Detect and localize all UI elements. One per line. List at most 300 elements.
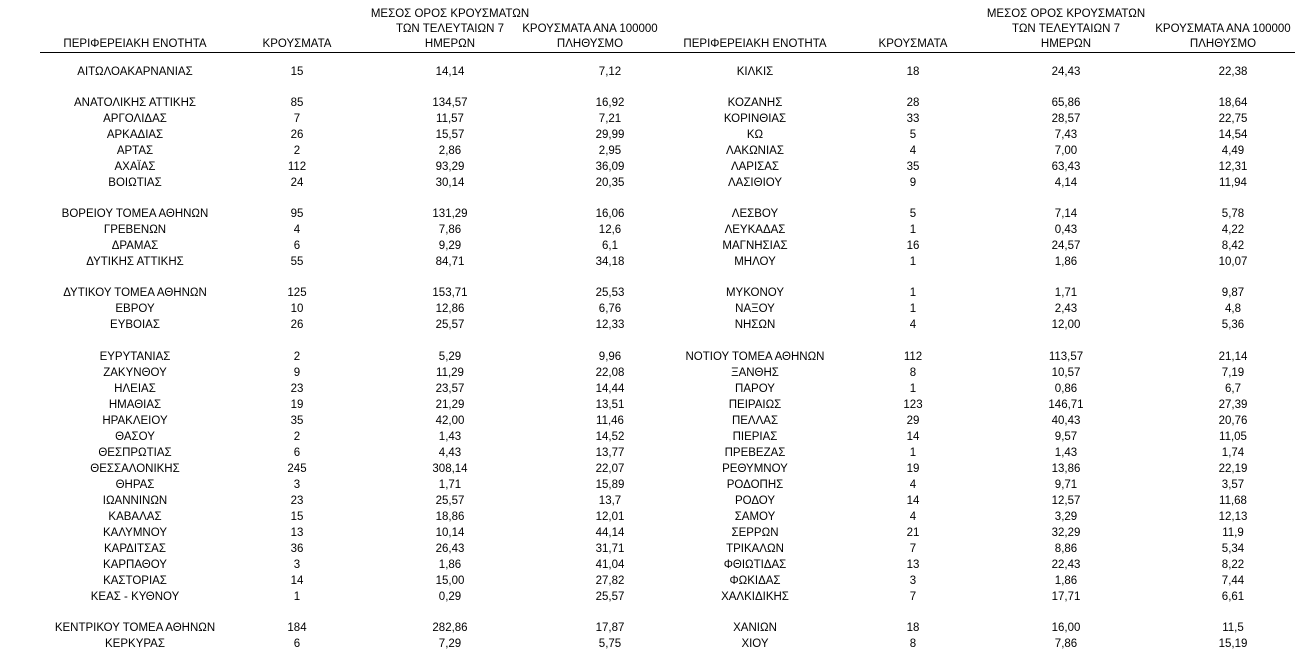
region-cell: ΚΑΣΤΟΡΙΑΣ [103, 575, 167, 587]
cases-cell: 35 [906, 161, 920, 173]
avg7-cell: 8,86 [1054, 543, 1078, 555]
per100k-cell: 7,19 [1221, 367, 1245, 379]
avg7-cell: 1,71 [1054, 287, 1078, 299]
per100k-cell: 13,51 [595, 399, 625, 411]
table-row [0, 557, 680, 573]
cases-cell: 9 [293, 367, 301, 379]
per100k-cell: 6,61 [1221, 591, 1245, 603]
avg7-cell: 2,86 [438, 145, 462, 157]
cases-cell: 9 [909, 177, 917, 189]
per100k-cell: 5,36 [1221, 319, 1245, 331]
cases-cell: 15 [290, 511, 304, 523]
region-cell: ΚΑΒΑΛΑΣ [108, 511, 162, 523]
avg7-cell: 23,57 [435, 383, 465, 395]
table-row [680, 238, 1307, 254]
cases-cell: 18 [906, 66, 920, 78]
avg7-cell: 9,57 [1054, 431, 1078, 443]
region-cell: ΘΕΣΣΑΛΟΝΙΚΗΣ [90, 463, 180, 475]
table-row [680, 365, 1307, 381]
region-cell: ΖΑΚΥΝΘΟΥ [103, 367, 167, 379]
region-cell: ΔΥΤΙΚΟΥ ΤΟΜΕΑ ΑΘΗΝΩΝ [63, 287, 207, 299]
avg7-cell: 2,43 [1054, 303, 1078, 315]
region-cell: ΑΧΑΪΑΣ [114, 161, 156, 173]
per100k-cell: 11,46 [596, 415, 624, 427]
table-row [680, 589, 1307, 605]
cases-cell: 8 [909, 638, 917, 650]
table-row [680, 127, 1307, 143]
region-cell: ΑΝΑΤΟΛΙΚΗΣ ΑΤΤΙΚΗΣ [73, 97, 196, 109]
cases-cell: 85 [290, 97, 304, 109]
region-cell: ΚΟΡΙΝΘΙΑΣ [723, 113, 787, 125]
table-row [0, 413, 680, 429]
table-row [680, 573, 1307, 589]
table-row [680, 509, 1307, 525]
table-row [680, 222, 1307, 238]
cases-cell: 4 [909, 319, 917, 331]
region-cell: ΔΡΑΜΑΣ [111, 240, 159, 252]
region-cell: ΑΡΓΟΛΙΔΑΣ [103, 113, 167, 125]
avg7-cell: 25,57 [435, 495, 465, 507]
region-cell: ΒΟΡΕΙΟΥ ΤΟΜΕΑ ΑΘΗΝΩΝ [61, 208, 209, 220]
per100k-cell: 27,82 [595, 575, 625, 587]
table-row [0, 64, 680, 80]
avg7-cell: 4,43 [438, 447, 462, 459]
cases-cell: 36 [290, 543, 304, 555]
per100k-cell: 21,14 [1218, 351, 1248, 363]
per100k-cell: 10,07 [1218, 256, 1248, 268]
per100k-cell: 13,7 [598, 495, 622, 507]
cases-cell: 16 [906, 240, 920, 252]
cases-cell: 3 [909, 575, 917, 587]
avg7-cell: 7,86 [438, 224, 462, 236]
table-row [0, 461, 680, 477]
per100k-cell: 8,42 [1221, 240, 1245, 252]
table-row [0, 397, 680, 413]
avg7-cell: 22,43 [1051, 559, 1081, 571]
table-row [680, 285, 1307, 301]
avg7-cell: 308,14 [432, 463, 468, 475]
per100k-cell: 22,38 [1218, 66, 1248, 78]
avg7-cell: 11,57 [436, 113, 464, 125]
per100k-cell: 4,8 [1225, 303, 1241, 315]
region-cell: ΕΥΒΟΙΑΣ [110, 319, 160, 331]
table-row [680, 349, 1307, 365]
header-avg7-line2: ΤΩΝ ΤΕΛΕΥΤΑΙΩΝ 7 [396, 23, 504, 35]
table-row [0, 636, 680, 652]
table-row [0, 111, 680, 127]
per100k-cell: 12,01 [595, 511, 625, 523]
table-row [0, 222, 680, 238]
cases-cell: 5 [909, 129, 917, 141]
avg7-cell: 15,00 [435, 575, 465, 587]
per100k-cell: 41,04 [595, 559, 625, 571]
table-row [680, 381, 1307, 397]
per100k-cell: 15,89 [595, 479, 625, 491]
table-row [0, 254, 680, 270]
avg7-cell: 9,71 [1054, 479, 1078, 491]
region-cell: ΚΙΛΚΙΣ [736, 66, 774, 78]
table-row [680, 301, 1307, 317]
header-avg7-line1: ΜΕΣΟΣ ΟΡΟΣ ΚΡΟΥΣΜΑΤΩΝ [986, 8, 1146, 20]
cases-cell: 26 [290, 129, 304, 141]
cases-cell: 35 [290, 415, 304, 427]
cases-cell: 19 [290, 399, 304, 411]
table-row [680, 175, 1307, 191]
table-row [0, 429, 680, 445]
table-row [680, 397, 1307, 413]
cases-cell: 1 [909, 224, 917, 236]
table-row [0, 95, 680, 111]
avg7-cell: 15,57 [435, 129, 465, 141]
cases-cell: 95 [290, 208, 304, 220]
table-row [680, 445, 1307, 461]
per100k-cell: 13,77 [595, 447, 625, 459]
table-row [680, 429, 1307, 445]
cases-cell: 184 [287, 622, 307, 634]
cases-cell: 21 [906, 527, 920, 539]
header-cases-label: ΚΡΟΥΣΜΑΤΑ [878, 38, 948, 50]
per100k-cell: 22,19 [1218, 463, 1248, 475]
avg7-cell: 25,57 [435, 319, 465, 331]
avg7-cell: 7,43 [1054, 129, 1078, 141]
region-cell: ΠΑΡΟΥ [735, 383, 775, 395]
cases-cell: 23 [290, 495, 304, 507]
cases-cell: 8 [909, 367, 917, 379]
per100k-cell: 16,06 [595, 208, 625, 220]
header-per100k-line2: ΠΛΗΘΥΣΜΟ [1189, 38, 1257, 50]
table-row [680, 254, 1307, 270]
cases-cell: 1 [293, 591, 301, 603]
region-cell: ΧΙΟΥ [741, 638, 769, 650]
region-cell: ΧΑΛΚΙΔΙΚΗΣ [721, 591, 789, 603]
avg7-cell: 9,29 [438, 240, 462, 252]
region-cell: ΛΕΥΚΑΔΑΣ [724, 224, 786, 236]
per100k-cell: 34,18 [595, 256, 625, 268]
region-cell: ΛΑΡΙΣΑΣ [730, 161, 780, 173]
avg7-cell: 10,57 [1051, 367, 1081, 379]
table-row [680, 636, 1307, 652]
header-avg7 [971, 0, 1161, 52]
per100k-cell: 20,35 [595, 177, 625, 189]
cases-cell: 1 [909, 287, 917, 299]
cases-cell: 4 [293, 224, 301, 236]
cases-cell: 13 [906, 559, 920, 571]
cases-cell: 112 [903, 351, 923, 363]
table-row [0, 541, 680, 557]
header-per100k-line2: ΠΛΗΘΥΣΜΟ [556, 38, 624, 50]
table-row [0, 175, 680, 191]
header-cases-label: ΚΡΟΥΣΜΑΤΑ [262, 38, 332, 50]
region-cell: ΘΕΣΠΡΩΤΙΑΣ [98, 447, 172, 459]
avg7-cell: 282,86 [432, 622, 468, 634]
region-cell: ΒΟΙΩΤΙΑΣ [108, 177, 162, 189]
cases-cell: 4 [909, 511, 917, 523]
region-cell: ΛΑΣΙΘΙΟΥ [727, 177, 783, 189]
per100k-cell: 31,71 [595, 543, 625, 555]
avg7-cell: 63,43 [1051, 161, 1081, 173]
per100k-cell: 25,53 [595, 287, 625, 299]
region-cell: ΡΟΔΟΠΗΣ [726, 479, 784, 491]
region-cell: ΚΑΡΠΑΘΟΥ [103, 559, 167, 571]
region-cell: ΞΑΝΘΗΣ [731, 367, 779, 379]
table-row [0, 143, 680, 159]
table-row [680, 206, 1307, 222]
region-cell: ΜΑΓΝΗΣΙΑΣ [722, 240, 788, 252]
avg7-cell: 21,29 [435, 399, 465, 411]
header-per100k-line1: ΚΡΟΥΣΜΑΤΑ ΑΝΑ 100000 [522, 23, 658, 35]
header-rule [40, 52, 680, 53]
cases-cell: 6 [293, 638, 301, 650]
cases-cell: 245 [287, 463, 307, 475]
region-cell: ΜΥΚΟΝΟΥ [725, 287, 785, 299]
region-cell: ΣΕΡΡΩΝ [731, 527, 779, 539]
region-cell: ΚΕΝΤΡΙΚΟΥ ΤΟΜΕΑ ΑΘΗΝΩΝ [54, 622, 216, 634]
cases-cell: 112 [287, 161, 307, 173]
table-row [680, 64, 1307, 80]
per100k-cell: 11,94 [1219, 177, 1247, 189]
per100k-cell: 44,14 [595, 527, 625, 539]
avg7-cell: 24,43 [1051, 66, 1081, 78]
per100k-cell: 5,34 [1221, 543, 1245, 555]
table-row [0, 509, 680, 525]
per100k-cell: 7,44 [1221, 575, 1245, 587]
region-cell: ΝΑΞΟΥ [735, 303, 775, 315]
avg7-cell: 1,86 [1054, 575, 1078, 587]
cases-cell: 19 [906, 463, 920, 475]
cases-cell: 1 [909, 256, 917, 268]
header-avg7 [355, 0, 545, 52]
cases-cell: 7 [909, 591, 917, 603]
per100k-cell: 9,87 [1221, 287, 1245, 299]
avg7-cell: 153,71 [432, 287, 468, 299]
region-cell: ΙΩΑΝΝΙΝΩΝ [102, 495, 168, 507]
region-cell: ΝΗΣΩΝ [734, 319, 776, 331]
avg7-cell: 7,86 [1054, 638, 1078, 650]
avg7-cell: 1,86 [438, 559, 462, 571]
per100k-cell: 9,96 [598, 351, 622, 363]
region-cell: ΘΗΡΑΣ [115, 479, 155, 491]
region-cell: ΕΥΡΥΤΑΝΙΑΣ [99, 351, 171, 363]
avg7-cell: 14,14 [435, 66, 465, 78]
region-cell: ΑΙΤΩΛΟΑΚΑΡΝΑΝΙΑΣ [77, 66, 193, 78]
region-cell: ΗΜΑΘΙΑΣ [108, 399, 162, 411]
region-cell: ΚΩ [746, 129, 764, 141]
cases-cell: 28 [906, 97, 920, 109]
cases-cell: 125 [287, 287, 307, 299]
avg7-cell: 131,29 [432, 208, 468, 220]
avg7-cell: 11,29 [436, 367, 464, 379]
region-cell: ΦΘΙΩΤΙΔΑΣ [723, 559, 787, 571]
cases-cell: 4 [909, 145, 917, 157]
per100k-cell: 14,44 [595, 383, 625, 395]
cases-cell: 1 [909, 383, 917, 395]
region-cell: ΚΟΖΑΝΗΣ [727, 97, 783, 109]
table-row [0, 493, 680, 509]
header-region [40, 0, 230, 52]
per100k-cell: 4,49 [1221, 145, 1245, 157]
region-cell: ΛΑΚΩΝΙΑΣ [726, 145, 784, 157]
region-cell: ΚΑΡΔΙΤΣΑΣ [104, 543, 166, 555]
header-region [675, 0, 835, 52]
header-per100k [520, 0, 660, 52]
region-cell: ΚΕΑΣ - ΚΥΘΝΟΥ [90, 591, 180, 603]
per100k-cell: 16,92 [595, 97, 625, 109]
table-row [0, 445, 680, 461]
per100k-cell: 22,75 [1218, 113, 1248, 125]
avg7-cell: 7,14 [1054, 208, 1078, 220]
per100k-cell: 18,64 [1218, 97, 1248, 109]
per100k-cell: 12,33 [595, 319, 625, 331]
per100k-cell: 5,75 [598, 638, 622, 650]
region-cell: ΗΡΑΚΛΕΙΟΥ [102, 415, 168, 427]
header-avg7-line1: ΜΕΣΟΣ ΟΡΟΣ ΚΡΟΥΣΜΑΤΩΝ [370, 8, 530, 20]
per100k-cell: 7,21 [598, 113, 622, 125]
table-row [0, 477, 680, 493]
avg7-cell: 30,14 [435, 177, 465, 189]
region-cell: ΠΡΕΒΕΖΑΣ [724, 447, 786, 459]
region-cell: ΔΥΤΙΚΗΣ ΑΤΤΙΚΗΣ [86, 256, 184, 268]
cases-cell: 24 [290, 177, 304, 189]
per100k-cell: 20,76 [1218, 415, 1248, 427]
per100k-cell: 11,05 [1219, 431, 1247, 443]
avg7-cell: 32,29 [1051, 527, 1081, 539]
per100k-cell: 12,13 [1218, 511, 1248, 523]
table-row [680, 493, 1307, 509]
region-cell: ΓΡΕΒΕΝΩΝ [103, 224, 167, 236]
header-avg7-line2: ΤΩΝ ΤΕΛΕΥΤΑΙΩΝ 7 [1012, 23, 1120, 35]
avg7-cell: 16,00 [1051, 622, 1081, 634]
avg7-cell: 18,86 [435, 511, 465, 523]
per100k-cell: 15,19 [1218, 638, 1248, 650]
header-cases [863, 0, 963, 52]
per100k-cell: 6,7 [1225, 383, 1241, 395]
cases-cell: 15 [290, 66, 304, 78]
per100k-cell: 27,39 [1218, 399, 1248, 411]
avg7-cell: 13,86 [1051, 463, 1081, 475]
cases-cell: 18 [906, 622, 920, 634]
table-row [680, 159, 1307, 175]
region-cell: ΘΑΣΟΥ [115, 431, 155, 443]
cases-cell: 29 [906, 415, 920, 427]
table-row [0, 381, 680, 397]
avg7-cell: 24,57 [1051, 240, 1081, 252]
header-cases [247, 0, 347, 52]
cases-cell: 13 [290, 527, 304, 539]
header-per100k [1148, 0, 1298, 52]
table-row [0, 159, 680, 175]
region-cell: ΤΡΙΚΑΛΩΝ [726, 543, 784, 555]
cases-cell: 26 [290, 319, 304, 331]
table-row [680, 95, 1307, 111]
avg7-cell: 26,43 [435, 543, 465, 555]
region-cell: ΑΡΚΑΔΙΑΣ [106, 129, 164, 141]
cases-cell: 55 [290, 256, 304, 268]
per100k-cell: 1,74 [1221, 447, 1245, 459]
avg7-cell: 40,43 [1051, 415, 1081, 427]
avg7-cell: 12,00 [1051, 319, 1081, 331]
avg7-cell: 28,57 [1051, 113, 1081, 125]
cases-cell: 1 [909, 303, 917, 315]
table-row [680, 317, 1307, 333]
cases-cell: 123 [903, 399, 923, 411]
cases-cell: 7 [293, 113, 301, 125]
avg7-cell: 1,71 [438, 479, 462, 491]
avg7-cell: 1,86 [1054, 256, 1078, 268]
region-cell: ΡΟΔΟΥ [734, 495, 776, 507]
cases-cell: 33 [906, 113, 920, 125]
per100k-cell: 17,87 [595, 622, 625, 634]
per100k-cell: 3,57 [1221, 479, 1245, 491]
avg7-cell: 0,29 [438, 591, 462, 603]
per100k-cell: 8,22 [1221, 559, 1245, 571]
avg7-cell: 93,29 [435, 161, 465, 173]
per100k-cell: 14,52 [595, 431, 625, 443]
per100k-cell: 6,1 [602, 240, 618, 252]
avg7-cell: 5,29 [438, 351, 462, 363]
avg7-cell: 0,86 [1054, 383, 1078, 395]
region-cell: ΑΡΤΑΣ [116, 145, 154, 157]
avg7-cell: 7,00 [1054, 145, 1078, 157]
per100k-cell: 12,6 [598, 224, 622, 236]
avg7-cell: 10,14 [435, 527, 465, 539]
header-rule [680, 52, 1295, 53]
cases-cell: 6 [293, 240, 301, 252]
table-row [680, 477, 1307, 493]
cases-cell: 5 [909, 208, 917, 220]
per100k-cell: 22,07 [595, 463, 625, 475]
per100k-cell: 2,95 [598, 145, 622, 157]
cases-cell: 3 [293, 479, 301, 491]
per100k-cell: 25,57 [595, 591, 625, 603]
header-region-label: ΠΕΡΙΦΕΡΕΙΑΚΗ ΕΝΟΤΗΤΑ [63, 38, 207, 50]
table-row [680, 541, 1307, 557]
cases-cell: 14 [290, 575, 304, 587]
per100k-cell: 14,54 [1218, 129, 1248, 141]
table-row [0, 206, 680, 222]
per100k-cell: 6,76 [598, 303, 622, 315]
cases-cell: 2 [293, 351, 301, 363]
table-row [680, 557, 1307, 573]
cases-cell: 7 [909, 543, 917, 555]
table-row [0, 365, 680, 381]
region-cell: ΠΕΛΛΑΣ [731, 415, 779, 427]
per100k-cell: 11,9 [1222, 527, 1244, 539]
per100k-cell: 4,22 [1221, 224, 1245, 236]
avg7-cell: 12,86 [435, 303, 465, 315]
table-row [0, 620, 680, 636]
cases-cell: 14 [906, 495, 920, 507]
table-row [680, 413, 1307, 429]
table-row [680, 143, 1307, 159]
cases-cell: 3 [293, 559, 301, 571]
avg7-cell: 134,57 [432, 97, 468, 109]
region-cell: ΛΕΣΒΟΥ [731, 208, 779, 220]
table-row [0, 127, 680, 143]
table-row [0, 317, 680, 333]
header-avg7-line3: ΗΜΕΡΩΝ [424, 38, 476, 50]
avg7-cell: 0,43 [1054, 224, 1078, 236]
region-cell: ΣΑΜΟΥ [734, 511, 776, 523]
header-per100k-line1: ΚΡΟΥΣΜΑΤΑ ΑΝΑ 100000 [1155, 23, 1291, 35]
cases-cell: 2 [293, 145, 301, 157]
per100k-cell: 22,08 [595, 367, 625, 379]
table-row [0, 238, 680, 254]
per100k-cell: 5,78 [1221, 208, 1245, 220]
per100k-cell: 12,31 [1218, 161, 1248, 173]
cases-cell: 1 [909, 447, 917, 459]
cases-cell: 4 [909, 479, 917, 491]
region-cell: ΕΒΡΟΥ [115, 303, 155, 315]
